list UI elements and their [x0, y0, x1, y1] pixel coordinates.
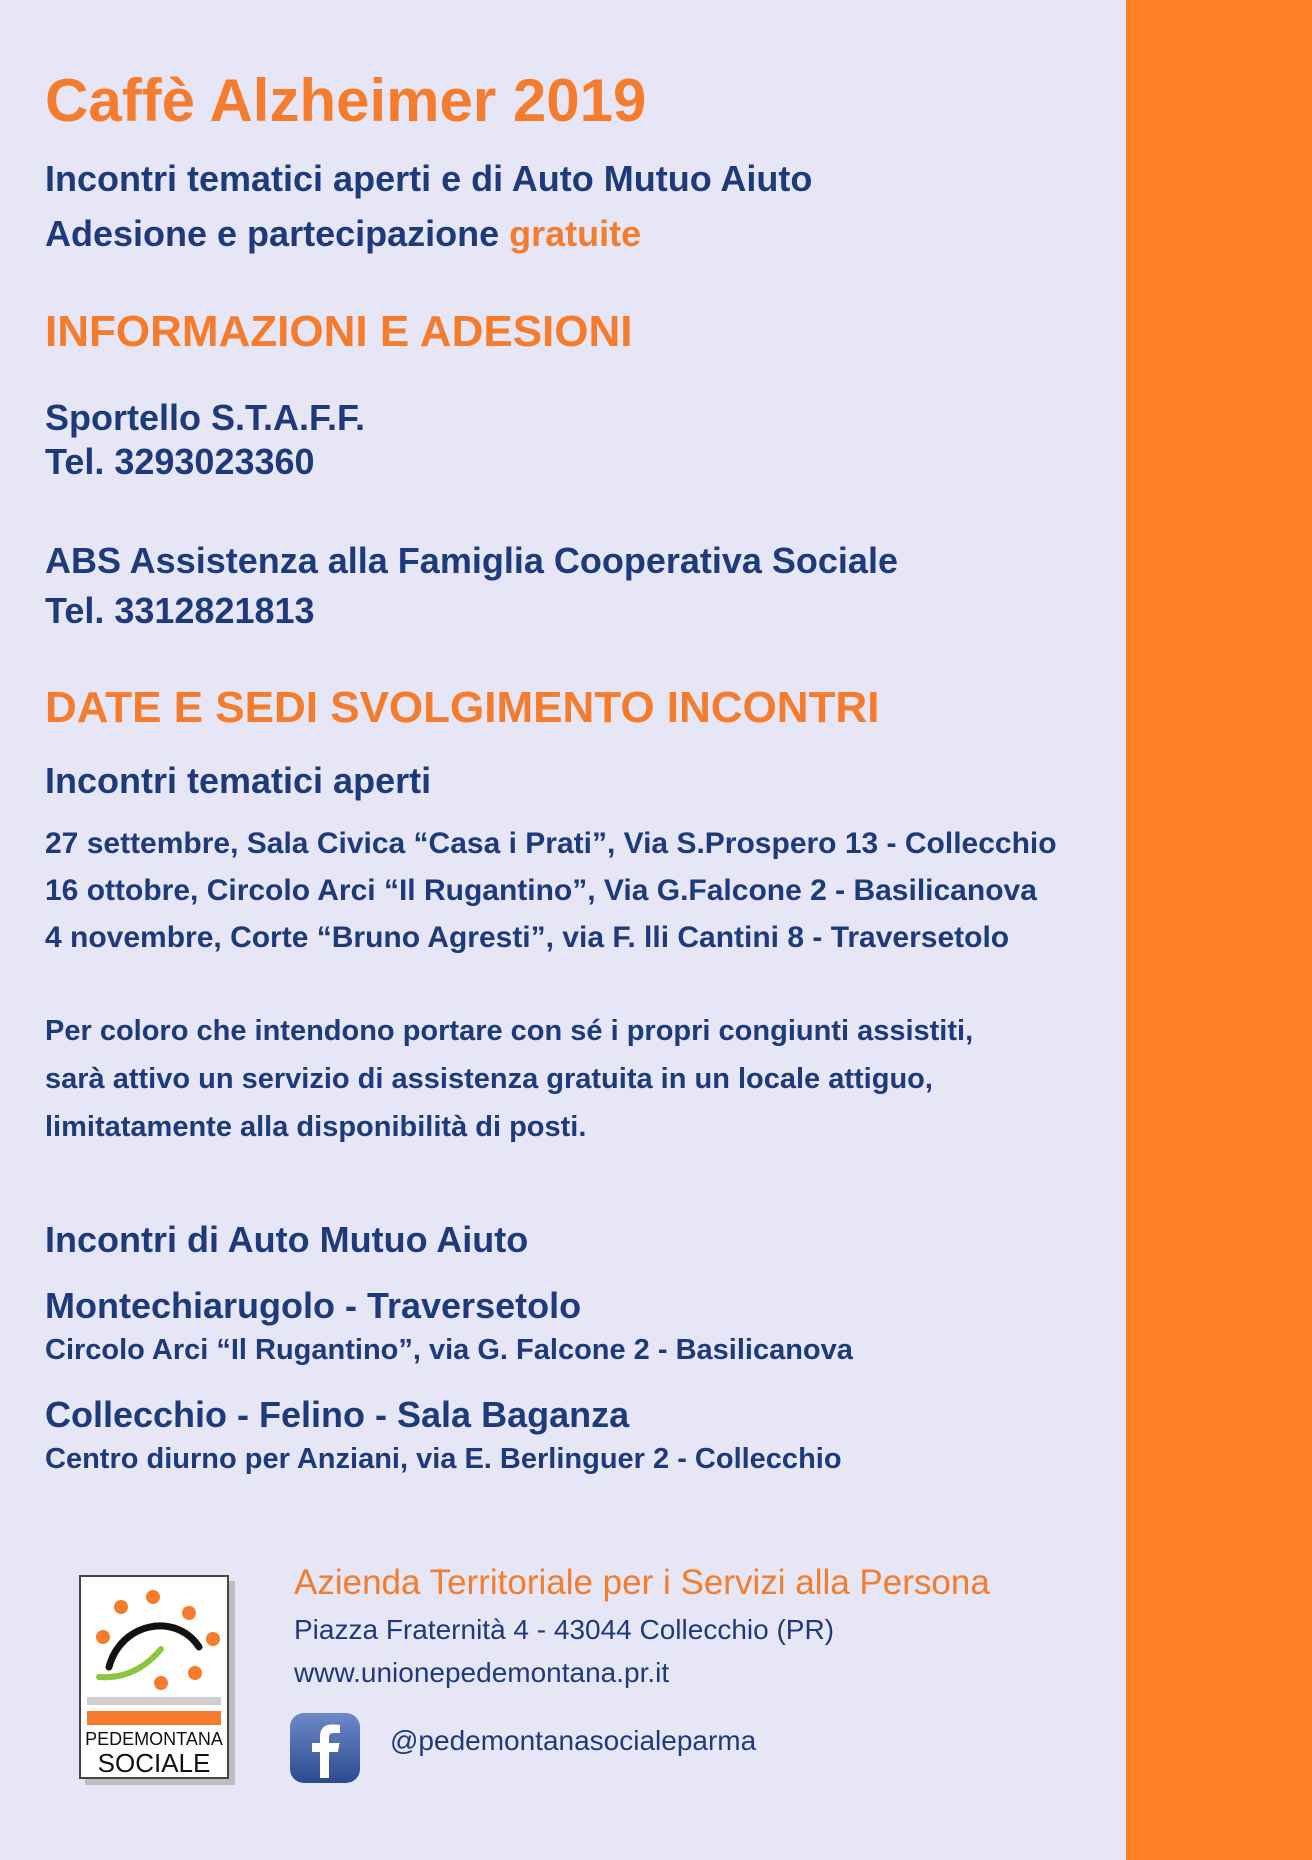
self-help-title: Incontri di Auto Mutuo Aiuto [45, 1219, 529, 1260]
orange-side-band [1126, 0, 1312, 1860]
logo-text-pedemontana: PEDEMONTANA [85, 1729, 223, 1749]
self-help-place-1: Circolo Arci “Il Rugantino”, via G. Falcone 2 - Basilicanova [45, 1334, 853, 1366]
subtitle-line-1: Incontri tematici aperti e di Auto Mutuo Aiuto [45, 158, 813, 199]
logo-text-sociale: SOCIALE [97, 1748, 211, 1778]
info-heading: INFORMAZIONI E ADESIONI [45, 307, 633, 356]
note-line: sarà attivo un servizio di assistenza gratuita in un locale attiguo, [45, 1063, 933, 1095]
facebook-icon[interactable] [289, 1712, 361, 1784]
contact-2-phone: Tel. 3312821813 [45, 590, 315, 631]
self-help-place-2: Centro diurno per Anziani, via E. Berlinguer 2 - Collecchio [45, 1443, 842, 1475]
note-line: Per coloro che intendono portare con sé i propri congiunti assistiti, [45, 1015, 974, 1047]
subtitle-prefix: Adesione e partecipazione [45, 213, 500, 254]
note-line: limitatamente alla disponibilità di posti. [45, 1111, 587, 1143]
organization-name: Azienda Territoriale per i Servizi alla Persona [294, 1563, 990, 1602]
dates-heading: DATE E SEDI SVOLGIMENTO INCONTRI [45, 683, 880, 732]
open-meetings-list [45, 820, 1057, 961]
assistance-note [45, 1007, 973, 1151]
organization-address: Piazza Fraternità 4 - 43044 Collecchio (PR) [294, 1614, 835, 1645]
list-item: 16 ottobre, Circolo Arci “Il Rugantino”, Via G.Falcone 2 - Basilicanova [45, 874, 1037, 907]
self-help-area-1: Montechiarugolo - Traversetolo [45, 1285, 582, 1326]
page-title: Caffè Alzheimer 2019 [45, 67, 647, 134]
social-handle[interactable]: @pedemontanasocialeparma [390, 1725, 757, 1756]
list-item: 4 novembre, Corte “Bruno Agresti”, via F. lli Cantini 8 - Traversetolo [45, 921, 1010, 954]
subtitle-line-2 [45, 213, 641, 255]
website-link[interactable]: www.unionepedemontana.pr.it [294, 1657, 670, 1688]
contact-1-phone: Tel. 3293023360 [45, 441, 315, 482]
pedemontana-sociale-logo [79, 1575, 229, 1779]
list-item: 27 settembre, Sala Civica “Casa i Prati”, Via S.Prospero 13 - Collecchio [45, 827, 1057, 860]
contact-1-name: Sportello S.T.A.F.F. [45, 397, 366, 438]
subtitle-highlight: gratuite [509, 213, 642, 254]
contact-2-name: ABS Assistenza alla Famiglia Cooperativa Sociale [45, 540, 898, 581]
self-help-area-2: Collecchio - Felino - Sala Baganza [45, 1394, 630, 1435]
open-meetings-title: Incontri tematici aperti [45, 760, 432, 801]
